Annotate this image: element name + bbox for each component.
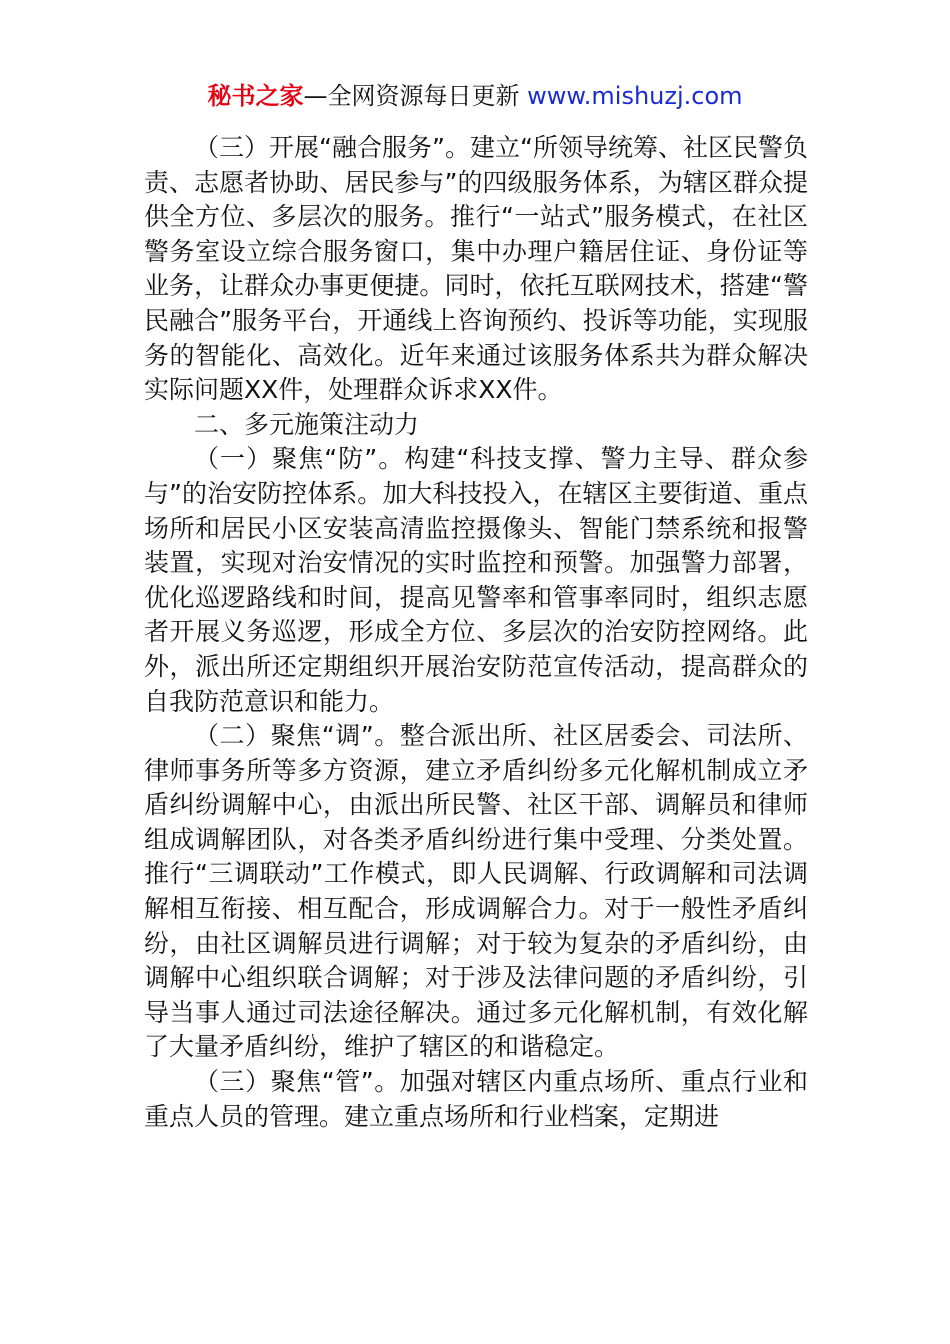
site-header — [0, 80, 950, 112]
site-url-link[interactable]: www.mishuzj.com — [527, 82, 743, 110]
document-body — [144, 131, 808, 1134]
paragraph-prevention: （一）聚焦“防”。构建“科技支撑、警力主导、群众参与”的治安防控体系。加大科技投入，在辖区主要街道、重点场所和居民小区安装高清监控摄像头、智能门禁系统和报警装置，实现对治安情况的实时监控和预警。加强警力部署，优化巡逻路线和时间，提高见警率和管事率同时，组织志愿者开展义务巡逻，形成全方位、多层次的治安防控网络。此外，派出所还定期组织开展治安防范宣传活动，提高群众的自我防范意识和能力。 — [144, 444, 808, 716]
paragraph-mediation: （二）聚焦“调”。整合派出所、社区居委会、司法所、律师事务所等多方资源，建立矛盾纠纷多元化解机制成立矛盾纠纷调解中心，由派出所民警、社区干部、调解员和律师组成调解团队，对各类矛盾纠纷进行集中受理、分类处置。推行“三调联动”工作模式，即人民调解、行政调解和司法调解相互衔接、相互配合，形成调解合力。对于一般性矛盾纠纷，由社区调解员进行调解；对于较为复杂的矛盾纠纷，由调解中心组织联合调解；对于涉及法律问题的矛盾纠纷，引导当事人通过司法途径解决。通过多元化解机制，有效化解了大量矛盾纠纷，维护了辖区的和谐稳定。 — [144, 721, 808, 1062]
paragraph-management: （三）聚焦“管”。加强对辖区内重点场所、重点行业和重点人员的管理。建立重点场所和行业档案，定期进 — [144, 1067, 808, 1131]
site-brand: 秘书之家 — [207, 82, 304, 110]
paragraph-integrated-services: （三）开展“融合服务”。建立“所领导统筹、社区民警负责、志愿者协助、居民参与”的四级服务体系，为辖区群众提供全方位、多层次的服务。推行“一站式”服务模式，在社区警务室设立综合服务窗口，集中办理户籍居住证、身份证等业务，让群众办事更便捷。同时，依托互联网技术，搭建“警民融合”服务平台，开通线上咨询预约、投诉等功能，实现服务的智能化、高效化。近年来通过该服务体系共为群众解决实际问题XX件，处理群众诉求XX件。 — [144, 133, 808, 405]
site-tagline: —全网资源每日更新 — [303, 82, 520, 110]
section-heading: 二、多元施策注动力 — [194, 409, 420, 439]
